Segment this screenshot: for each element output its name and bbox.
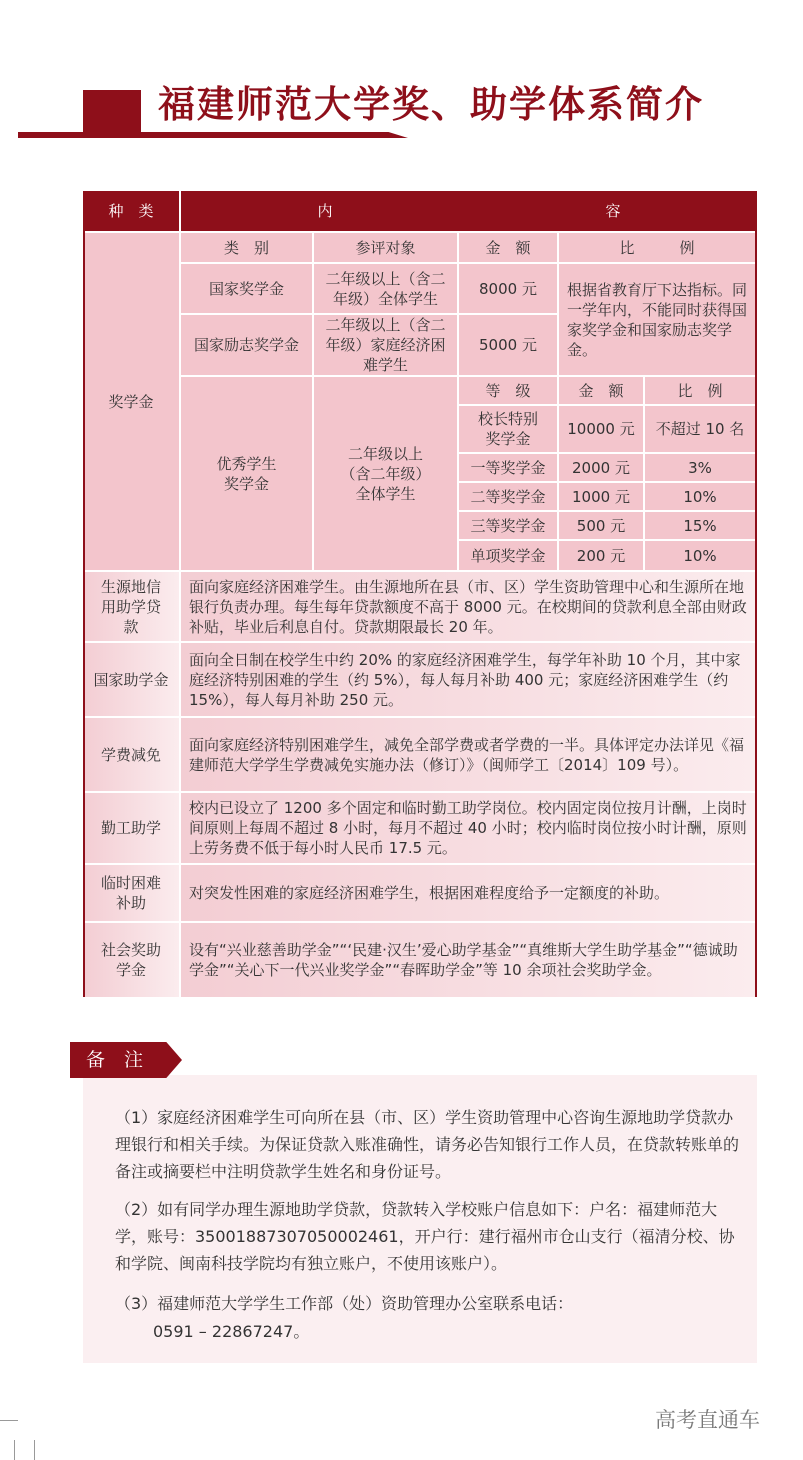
row-content: 面向家庭经济特别困难学生，减免全部学费或者学费的一半。具体评定办法详见《福建师范大学学生学费减免实施办法（修订）》（闽师学工〔2014〕109 号）。 [181,718,755,791]
excellent-scholarship-target: 二年级以上（含二年级）全体学生 [314,377,457,570]
level-name: 一等奖学金 [459,454,557,481]
row-type: 生源地信用助学贷款 [83,572,179,641]
header-type: 种 类 [83,191,179,231]
row-content: 面向家庭经济困难学生。由生源地所在县（市、区）学生资助管理中心和生源所在地银行负责办理。每生每年贷款额度不高于 8000 元。在校期间的贷款利息全部由财政补贴，毕业后利息自付。贷款期限最长 20 年。 [181,572,755,641]
sub-header-ratio: 比 例 [559,233,755,262]
note-item: （2）如有同学办理生源地助学贷款，贷款转入学校账户信息如下：户名：福建师范大学，账号：35001887307050002461，开户行：建行福州市仓山支行（福清分校、协和学院、闽南科技学院均有独立账户，不使用该账户）。 [115,1200,735,1273]
scholarship-label: 奖学金 [83,233,179,570]
watermark: 高考直通车 [655,1408,760,1432]
inspirational-scholarship-name: 国家励志奖学金 [181,315,312,375]
level-amount: 1000 元 [559,483,643,510]
level-name: 三等奖学金 [459,512,557,539]
level-name: 校长特别奖学金 [459,406,557,452]
level-header: 等 级 [459,377,557,404]
level-name: 单项奖学金 [459,541,557,570]
header-content-right: 容 [605,202,621,220]
title-underline [18,132,408,138]
row-content: 设有“兴业慈善助学金”“‘民建·汉生’爱心助学基金”“真维斯大学生助学基金”“德诚助学金”“关心下一代兴业奖学金”“春晖助学金”等 10 余项社会奖助学金。 [181,923,755,997]
crop-mark [34,1440,35,1460]
level-amount: 10000 元 [559,406,643,452]
header-content-left: 内 [317,202,333,220]
page-title: 福建师范大学奖、助学体系简介 [158,83,704,126]
level-ratio: 3% [645,454,755,481]
row-type: 社会奖助学金 [83,923,179,997]
row-content: 校内已设立了 1200 多个固定和临时勤工助学岗位。校内固定岗位按月计酬，上岗时间原则上每周不超过 8 小时，每月不超过 40 小时；校内临时岗位按小时计酬，原则上劳务费不低于每小时人民币 17.5 元。 [181,793,755,863]
level-amount: 200 元 [559,541,643,570]
row-type: 勤工助学 [83,793,179,863]
national-scholarship-target: 二年级以上（含二年级）全体学生 [314,264,457,313]
sub-header-category: 类 别 [181,233,312,262]
crop-mark [14,1440,15,1460]
level-ratio: 10% [645,541,755,570]
row-type: 临时困难补助 [83,865,179,921]
national-scholarship-amount: 8000 元 [459,264,557,313]
crop-mark [0,1420,18,1421]
row-content: 面向全日制在校学生中约 20% 的家庭经济困难学生，每学年补助 10 个月，其中家庭经济特别困难的学生（约 5%），每人每月补助 400 元；家庭经济困难学生（约 15%），每人每月补助 250 元。 [181,643,755,716]
level-ratio: 10% [645,483,755,510]
level-amount: 500 元 [559,512,643,539]
table-left-border [83,191,85,997]
row-type: 国家助学金 [83,643,179,716]
level-amount: 2000 元 [559,454,643,481]
notes-label: 备 注 [86,1049,144,1071]
note-phone: 0591 – 22867247。 [153,1322,310,1341]
level-ratio: 15% [645,512,755,539]
level-name: 二等奖学金 [459,483,557,510]
level-amount-header: 金 额 [559,377,643,404]
note-item: （1）家庭经济困难学生可向所在县（市、区）学生资助管理中心咨询生源地助学贷款办理银行和相关手续。为保证贷款入账准确性，请务必告知银行工作人员，在贷款转账单的备注或摘要栏中注明贷款学生姓名和身份证号。 [115,1108,740,1181]
table-right-border [755,191,757,997]
inspirational-scholarship-target: 二年级以上（含二年级）家庭经济困难学生 [314,315,457,375]
national-scholarship-name: 国家奖学金 [181,264,312,313]
row-content: 对突发性困难的家庭经济困难学生，根据困难程度给予一定额度的补助。 [181,865,755,921]
excellent-scholarship-name: 优秀学生奖学金 [181,377,312,570]
level-ratio-header: 比 例 [645,377,755,404]
title-decoration-block [83,90,141,137]
level-ratio: 不超过 10 名 [645,406,755,452]
sub-header-target: 参评对象 [314,233,457,262]
national-ratio-note: 根据省教育厅下达指标。同一学年内，不能同时获得国家奖学金和国家励志奖学金。 [559,264,755,375]
sub-header-amount: 金 额 [459,233,557,262]
row-type: 学费减免 [83,718,179,791]
header-content [181,191,757,231]
inspirational-scholarship-amount: 5000 元 [459,315,557,375]
note-item: （3）福建师范大学学生工作部（处）资助管理办公室联系电话： [115,1294,574,1313]
